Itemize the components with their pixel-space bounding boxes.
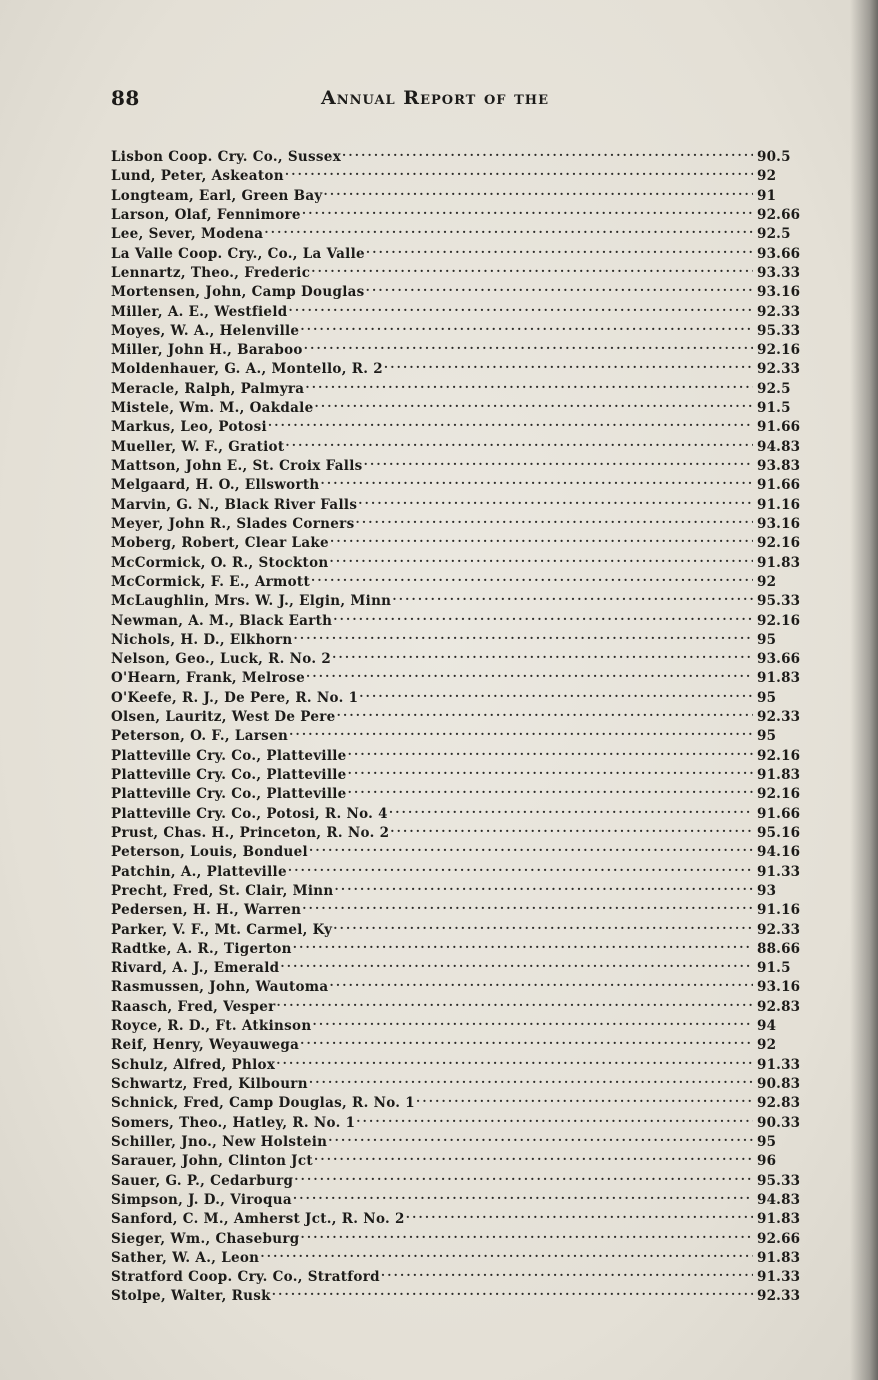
dot-leader — [288, 857, 753, 876]
dot-leader — [355, 509, 753, 528]
dot-leader — [280, 953, 753, 972]
entry-score: 91.33 — [757, 1269, 801, 1286]
dot-leader — [389, 799, 753, 818]
dot-leader — [312, 1011, 753, 1030]
page-edge-shadow — [850, 0, 878, 1380]
entry-name: Simpson, J. D., Viroqua — [111, 1191, 292, 1208]
entry-name: Meyer, John R., Slades Corners — [111, 515, 355, 532]
entry-name: Lund, Peter, Askeaton — [111, 168, 284, 185]
entry-name: O'Hearn, Frank, Melrose — [111, 670, 305, 687]
entry-score: 95 — [757, 1133, 777, 1150]
entry-name: Lee, Sever, Modena — [111, 226, 264, 243]
entry-score: 91.83 — [757, 1249, 801, 1266]
entry-name: McCormick, O. R., Stockton — [111, 554, 329, 571]
entry-score: 92.33 — [757, 709, 801, 726]
entry-score: 91.33 — [757, 863, 801, 880]
entry-score: 95.33 — [757, 1172, 801, 1189]
dot-leader — [359, 683, 753, 702]
dot-leader — [333, 915, 753, 934]
entry-score: 93.16 — [757, 515, 801, 532]
entry-score: 92.16 — [757, 342, 801, 359]
entry-score: 93.33 — [757, 264, 801, 281]
dot-leader — [366, 239, 753, 258]
dot-leader — [330, 548, 753, 567]
entry-score: 92.33 — [757, 921, 801, 938]
entry-name: Moyes, W. A., Helenville — [111, 322, 300, 339]
entry-score: 92.5 — [757, 226, 791, 243]
entry-score: 92.83 — [757, 1095, 801, 1112]
entry-score: 92.83 — [757, 998, 801, 1015]
entry-score: 94.83 — [757, 1191, 801, 1208]
dot-leader — [268, 412, 753, 431]
dot-leader — [272, 1281, 753, 1300]
list-item — [111, 142, 801, 165]
entry-score: 92.66 — [757, 206, 801, 223]
dot-leader — [311, 258, 753, 277]
dot-leader — [293, 934, 753, 953]
entry-score: 92.33 — [757, 1288, 801, 1305]
entry-name: Markus, Leo, Potosi — [111, 419, 267, 436]
entry-name: Stratford Coop. Cry. Co., Stratford — [111, 1269, 380, 1286]
entry-name: Miller, A. E., Westfield — [111, 303, 288, 320]
dot-leader — [333, 606, 753, 625]
entry-name: Reif, Henry, Weyauwega — [111, 1037, 300, 1054]
entry-name: Patchin, A., Platteville — [111, 863, 287, 880]
entry-score: 91.66 — [757, 477, 801, 494]
dot-leader — [392, 586, 753, 605]
entry-name: Schnick, Fred, Camp Douglas, R. No. 1 — [111, 1095, 415, 1112]
dot-leader — [293, 1185, 753, 1204]
dot-leader — [304, 335, 753, 354]
entry-score: 92.16 — [757, 786, 801, 803]
entry-score: 91.83 — [757, 670, 801, 687]
entry-score: 91.83 — [757, 1211, 801, 1228]
entry-name: Nelson, Geo., Luck, R. No. 2 — [111, 651, 332, 668]
entry-name: Rasmussen, John, Wautoma — [111, 979, 329, 996]
dot-leader — [302, 200, 753, 219]
entry-score: 91.66 — [757, 419, 801, 436]
entry-score: 92.16 — [757, 535, 801, 552]
dot-leader — [264, 219, 753, 238]
entry-score: 91.83 — [757, 554, 801, 571]
entry-name: Pedersen, H. H., Warren — [111, 902, 302, 919]
entry-score: 95.16 — [757, 824, 801, 841]
dot-leader — [328, 1127, 753, 1146]
entry-name: Longteam, Earl, Green Bay — [111, 187, 323, 204]
entry-name: Sather, W. A., Leon — [111, 1249, 260, 1266]
entry-name: Stolpe, Walter, Rusk — [111, 1288, 271, 1305]
dot-leader — [348, 779, 753, 798]
entry-score: 91.66 — [757, 805, 801, 822]
dot-leader — [356, 1108, 753, 1127]
entry-name: Platteville Cry. Co., Platteville — [111, 767, 347, 783]
page-header — [111, 86, 801, 116]
entry-name: Raasch, Fred, Vesper — [111, 998, 276, 1015]
entry-name: O'Keefe, R. J., De Pere, R. No. 1 — [111, 689, 359, 706]
entry-name: Somers, Theo., Hatley, R. No. 1 — [111, 1114, 356, 1131]
dot-leader — [364, 451, 753, 470]
entry-name: Mattson, John E., St. Croix Falls — [111, 458, 363, 474]
dot-leader — [348, 760, 753, 779]
entry-name: Lisbon Coop. Cry. Co., Sussex — [111, 149, 342, 165]
dot-leader — [309, 837, 753, 856]
dot-leader — [337, 702, 753, 721]
entry-score: 91.83 — [757, 767, 801, 783]
entry-score: 93.66 — [757, 651, 801, 668]
entry-score: 93.83 — [757, 458, 801, 474]
entry-name: Miller, John H., Baraboo — [111, 342, 303, 359]
entry-score: 92.33 — [757, 303, 801, 320]
entry-name: Marvin, G. N., Black River Falls — [111, 496, 358, 513]
entry-name: Sanford, C. M., Amherst Jct., R. No. 2 — [111, 1211, 405, 1228]
page-number: 88 — [111, 86, 140, 110]
entry-name: Melgaard, H. O., Ellsworth — [111, 477, 320, 494]
entry-name: Sieger, Wm., Chaseburg — [111, 1230, 300, 1247]
dot-leader — [406, 1204, 753, 1223]
entry-score: 95 — [757, 631, 777, 648]
dot-leader — [289, 297, 754, 316]
dot-leader — [358, 490, 753, 509]
entry-score: 90.5 — [757, 149, 791, 165]
dot-leader — [390, 818, 753, 837]
entry-name: Platteville Cry. Co., Platteville — [111, 747, 347, 764]
entry-name: Peterson, O. F., Larsen — [111, 728, 289, 745]
entry-name: Mueller, W. F., Gratiot — [111, 438, 285, 455]
dot-leader — [300, 1030, 753, 1049]
entry-score: 93 — [757, 882, 777, 899]
dot-leader — [294, 625, 753, 644]
entry-score: 95 — [757, 689, 777, 706]
dot-leader — [314, 393, 753, 412]
entry-score: 91.5 — [757, 960, 791, 977]
entry-name: McCormick, F. E., Armott — [111, 573, 310, 590]
entry-name: Schulz, Alfred, Phlox — [111, 1056, 276, 1073]
entry-name: Radtke, A. R., Tigerton — [111, 940, 292, 957]
running-head: Annual Report of the — [321, 87, 549, 109]
entry-score: 95.33 — [757, 593, 801, 610]
entry-score: 88.66 — [757, 940, 801, 957]
entry-name: Lennartz, Theo., Frederic — [111, 264, 311, 281]
entry-name: Newman, A. M., Black Earth — [111, 612, 333, 629]
entry-name: Rivard, A. J., Emerald — [111, 960, 280, 977]
entry-score: 90.33 — [757, 1114, 801, 1131]
entry-score: 90.83 — [757, 1076, 801, 1092]
entry-name: Parker, V. F., Mt. Carmel, Ky — [111, 921, 333, 938]
entry-name: Mistele, Wm. M., Oakdale — [111, 400, 314, 417]
entry-name: Schiller, Jno., New Holstein — [111, 1133, 328, 1150]
dot-leader — [309, 1069, 753, 1088]
entry-name: Peterson, Louis, Bonduel — [111, 844, 308, 861]
entry-name: Larson, Olaf, Fennimore — [111, 206, 301, 223]
dot-leader — [332, 644, 753, 663]
entry-name: Sauer, G. P., Cedarburg — [111, 1172, 294, 1189]
dot-leader — [334, 876, 753, 895]
entry-score: 92 — [757, 1037, 777, 1054]
entry-score: 95 — [757, 728, 777, 745]
entry-score: 91.16 — [757, 902, 801, 919]
entry-score: 92.5 — [757, 380, 791, 397]
entry-score: 91 — [757, 187, 777, 204]
entry-list — [111, 142, 801, 1305]
entry-score: 96 — [757, 1153, 777, 1170]
dot-leader — [330, 528, 753, 547]
dot-leader — [260, 1243, 753, 1262]
dot-leader — [289, 721, 753, 740]
dot-leader — [306, 663, 753, 682]
entry-score: 95.33 — [757, 322, 801, 339]
entry-score: 93.16 — [757, 284, 801, 301]
dot-leader — [300, 1224, 753, 1243]
entry-score: 92 — [757, 168, 777, 185]
dot-leader — [305, 374, 753, 393]
dot-leader — [285, 432, 753, 451]
entry-score: 94.16 — [757, 844, 801, 861]
dot-leader — [302, 895, 753, 914]
entry-score: 94.83 — [757, 438, 801, 455]
dot-leader — [277, 992, 753, 1011]
entry-name: McLaughlin, Mrs. W. J., Elgin, Minn — [111, 593, 392, 610]
dot-leader — [381, 1262, 753, 1281]
dot-leader — [366, 277, 753, 296]
entry-name: La Valle Coop. Cry., Co., La Valle — [111, 245, 365, 262]
dot-leader — [285, 161, 753, 180]
entry-name: Royce, R. D., Ft. Atkinson — [111, 1018, 312, 1035]
entry-name: Platteville Cry. Co., Platteville — [111, 786, 347, 803]
entry-score: 92.66 — [757, 1230, 801, 1247]
dot-leader — [342, 142, 753, 161]
entry-name: Olsen, Lauritz, West De Pere — [111, 709, 336, 726]
dot-leader — [300, 316, 753, 335]
entry-score: 93.16 — [757, 979, 801, 996]
entry-name: Schwartz, Fred, Kilbourn — [111, 1076, 308, 1092]
entry-name: Meracle, Ralph, Palmyra — [111, 380, 305, 397]
entry-score: 94 — [757, 1018, 777, 1035]
entry-score: 91.5 — [757, 400, 791, 417]
dot-leader — [321, 470, 753, 489]
dot-leader — [324, 181, 753, 200]
entry-name: Precht, Fred, St. Clair, Minn — [111, 882, 334, 899]
entry-name: Platteville Cry. Co., Potosi, R. No. 4 — [111, 805, 388, 822]
entry-name: Mortensen, John, Camp Douglas — [111, 284, 365, 301]
entry-name: Nichols, H. D., Elkhorn — [111, 631, 293, 648]
dot-leader — [384, 354, 753, 373]
entry-score: 92.33 — [757, 361, 801, 378]
dot-leader — [311, 567, 753, 586]
entry-score: 92.16 — [757, 747, 801, 764]
dot-leader — [294, 1166, 753, 1185]
dot-leader — [329, 972, 753, 991]
entry-score: 91.33 — [757, 1056, 801, 1073]
dot-leader — [314, 1146, 753, 1165]
entry-name: Prust, Chas. H., Princeton, R. No. 2 — [111, 824, 390, 841]
entry-name: Sarauer, John, Clinton Jct — [111, 1153, 313, 1170]
entry-name: Moberg, Robert, Clear Lake — [111, 535, 329, 552]
dot-leader — [348, 741, 753, 760]
dot-leader — [416, 1088, 753, 1107]
entry-score: 92.16 — [757, 612, 801, 629]
entry-score: 92 — [757, 573, 777, 590]
entry-score: 93.66 — [757, 245, 801, 262]
entry-score: 91.16 — [757, 496, 801, 513]
entry-name: Moldenhauer, G. A., Montello, R. 2 — [111, 361, 383, 378]
dot-leader — [276, 1050, 753, 1069]
